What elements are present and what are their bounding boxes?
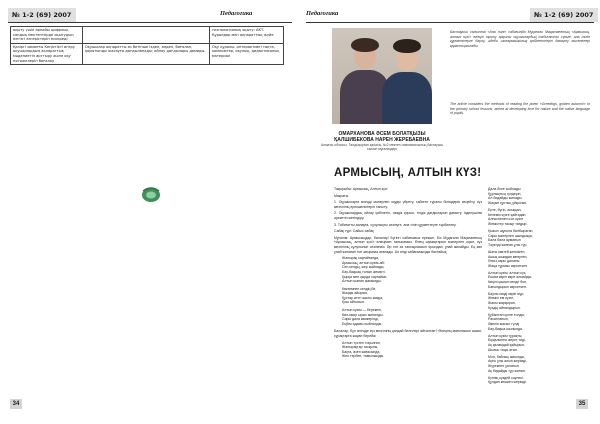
verse-line: Көл-көсір ырыс жиналды.	[342, 312, 384, 317]
goal-item: 2. Оқушылардың ойлау қабілетін, сөздік қорын, тілдік дағдыларын дамыту. Ізденушілік әрекетін жетілдіру.	[334, 211, 482, 220]
verse-line: Жүрекпен ұялатып	[488, 363, 519, 368]
verse-line: Бірқалыпты жерге тиді,	[488, 338, 526, 343]
verse-line: Көктемнен келдің бе,	[342, 286, 377, 291]
issue-label-right: № 1-2 (69) 2007	[530, 8, 598, 22]
verse-line: Еңбек адамы сыйланды.	[342, 321, 383, 326]
abstract-kazakh: Бастауыш сыныпта «Ана тілі» сабағында Мұқағали Мақатаевтың «Армысың, алтын күз!» өлеңін оқыту арқылы оқушылардың табиғатты сүюге, ана тілін құрметтеуге баулу, әдеби шығармашылық қабілеттерін дамыту мәселелері қарастырылады.	[450, 30, 590, 48]
verse-line: Алтын күзім тұрақты,	[488, 333, 523, 338]
verse-line: Бау-бақша шынында.	[488, 326, 523, 331]
verse-line: Күздің айналдырып.	[488, 305, 521, 310]
article-column-main	[334, 187, 482, 362]
lesson-type: Сабақ түрі: Сайыс сабақ	[334, 229, 374, 234]
verse-line: Көңілі қашан сенде боп,	[488, 280, 528, 285]
verse-line: Алтын күзім, алтын күз,	[488, 270, 527, 275]
goal-item: 1. Оқушыларға өлеңді мәнерлеп оқуды үйрету, табиғат туралы білімдерін кеңейту, күз мезгілінің ерекшеліктерін таныту.	[334, 200, 482, 209]
verse-line: Рахатланып,	[488, 317, 509, 322]
verse-line: Бақта, өзен жағасында,	[342, 349, 381, 354]
issue-label-left: № 1-2 (69) 2007	[8, 8, 76, 22]
verse-line: Бала бала арманын	[488, 238, 521, 243]
teacher-task: Балалар, бұл өлеңде күз мезгілінің қандай белгілері айтылған? Өлеңнің мағынасын ашып, сұрақтарға жауап берейік:	[334, 329, 482, 339]
journal-logo	[140, 183, 162, 205]
verse-line: Бау-бақшаң толып жемісті.	[342, 269, 386, 274]
verse-line: Құбылған күлге толды,	[488, 312, 525, 317]
header-rule-right	[306, 22, 594, 23]
header-rule-left	[8, 22, 292, 23]
table-row	[11, 43, 284, 64]
abstract-english: The article considers the methods of reading the poem «Greetings, golden autumn!» in the primary school lessons, aimed at developing love for nature and the native language of pupils.	[450, 102, 590, 116]
verse-line: Жақын құстың ұйқысын.	[488, 200, 528, 205]
article-column-poem	[488, 187, 588, 385]
verse-line: Жапырақтар тасқыны,	[342, 345, 379, 350]
verse-line: Шығыс таңы атып.	[488, 347, 519, 352]
verse-line: Бағындырып көрсеткен.	[488, 284, 527, 289]
journal-section-title-left: Педагогика	[220, 10, 253, 17]
page-number-left: 34	[10, 399, 22, 409]
verse-line: Баулы көзді көріп жүр,	[488, 291, 525, 296]
verse-line: Шаты көктей жеткізген,	[488, 249, 526, 254]
poem-verse	[342, 256, 482, 284]
goal-item: 3. Табиғатты аялауға, сұлулықты сезінуге, ана тілін құрметтеуге тәрбиелеу.	[334, 222, 457, 227]
verse-line: Жазды айырып,	[342, 291, 368, 296]
verse-line: Ақ қаламдай қайырып,	[488, 342, 525, 347]
table-cell: Оқу құралы: интерактивті тақта, компьютер, оқулық, дидактикалық материал	[209, 43, 283, 64]
verse-line: Жел тербеп, тамылжыды.	[342, 354, 385, 359]
verse-line: Жапырақ сарғайғанда,	[342, 256, 379, 261]
verse-line: Алтын шапан жамылды.	[342, 279, 382, 284]
verse-line: Әкеліп жасыл гүлді	[488, 322, 520, 326]
verse-line: Жаңа тұрмыс көрсеткен.	[488, 263, 529, 268]
teacher-intro: Мұғалім: Армысыңдар, балалар! Бүгінгі сабағымыз ерекше. Біз Мұқағали Мақатаевтың «Армысың, алтын күз!» өлеңімен танысамыз. Өлең шумақтарын мәнерлеп оқып, күз мезгілінің сұлулығын сезінеміз. Әр топ өз тапсырмасын орындап, ұпай жинайды. Ең көп ұпай жинаған топ жеңімпаз атанады. Ал енді сабағымызды бастайық.	[334, 235, 482, 254]
verse-line: Мол, байлық аясында,	[488, 354, 525, 359]
page-number-right: 35	[576, 399, 588, 409]
verse-line: Жаны жарқырап,	[488, 301, 516, 306]
table-cell	[82, 27, 209, 44]
verse-line: Сары мәнерлеп шындыққа,	[488, 233, 533, 238]
verse-line: Құрлықтың гүлдерін,	[488, 191, 522, 196]
verse-line: Ақ бидайды тұр жинап.	[488, 368, 526, 373]
verse-line: Қызыл шұғыла балбыраған,	[488, 228, 534, 233]
goals-label: Мақсаты:	[334, 193, 350, 198]
verse-line: Құлдан кешкен жерімді.	[488, 380, 527, 385]
verse-line: Жемістер тасыр тағдыр.	[488, 221, 528, 226]
verse-line: Дала бізге сыйлады	[488, 187, 521, 191]
authors-affiliation: Алматы облысы, Талдықорған қаласы, №2 мектеп-гимназиясының бастауыш сынып мұғалімдері	[320, 143, 443, 152]
table-row	[11, 27, 284, 44]
verse-line: Алғыспенен сол күзге	[488, 217, 524, 222]
authors-name: ОМАРХАНОВА ӘСЕМ БОЛАТҚЫЗЫ ҚАЛШИБЕКОВА НАРЕН ЖЕРЕБАЕВНА	[334, 131, 430, 144]
verse-line: Жемісі ем күзге,	[488, 296, 515, 301]
verse-line: Тәуелді жанған ұлы түр.	[488, 242, 528, 247]
poem-verse	[342, 287, 482, 305]
verse-line: Келеміз күзге қайтадан.	[488, 212, 527, 217]
article-title: АРМЫСЫҢ, АЛТЫН КҮЗ!	[334, 167, 482, 179]
verse-line: Ақты ұлы алып жерімді,	[488, 359, 527, 364]
verse-line: Ешкім көріп көре алмайды.	[488, 275, 533, 280]
authors-photo	[332, 28, 432, 124]
verse-line: Қош айтысып.	[342, 300, 365, 305]
verse-line: Сен келдің, жер жайнады,	[342, 265, 385, 270]
verse-line: Қырқа мен қырда сарғайып,	[342, 274, 388, 279]
verse-line: Әлсіз сары даланы	[488, 259, 520, 264]
verse-line: Ал бидайды жинады	[488, 196, 522, 201]
lesson-topic: Тақырыбы: Армысың, Алтын күз!	[334, 187, 388, 191]
table-cell: оқыту үшін арнайы цифрлық сандық мектептерде оқытудың негізгі өзгерістерін ескереді	[11, 27, 83, 44]
table-cell: Оқушылар ақпаратты өз бетінше іздеп, өңдеп, бағалап, қорытынды жасауға дағдыланады; ойлау дағдылары дамиды.	[82, 43, 209, 64]
table-cell: Қазіргі заманғы Кеңістікті игеру оқушылардың ақпараттық мәдениетін арттыру және оқу нәтижелерін бағалау	[11, 43, 83, 64]
verse-line: Алтын түстен тоқылған,	[342, 340, 381, 345]
verse-line: Ашық шымдап көгерген,	[488, 254, 528, 259]
table-cell: технологиялық оқыту: АКТ. Құралдар мен ақпараттық жүйе	[209, 27, 283, 44]
verse-line: Құстар кетті жылы жаққа,	[342, 295, 383, 300]
journal-section-title-right: Педагогика	[306, 10, 339, 17]
poem-verse	[342, 341, 482, 359]
verse-line: Армысың, алтын күзім-ай!	[342, 260, 385, 265]
verse-line: Алтын күзім — берекелі,	[342, 308, 382, 313]
verse-line: Ерте, бүгін, асыққан,	[488, 207, 522, 212]
verse-line: Күннің күздей сәулесі,	[488, 375, 524, 380]
poem-verse	[342, 308, 482, 326]
verse-line: Сары дала көмкерілді,	[342, 317, 379, 322]
lesson-table	[10, 26, 284, 65]
